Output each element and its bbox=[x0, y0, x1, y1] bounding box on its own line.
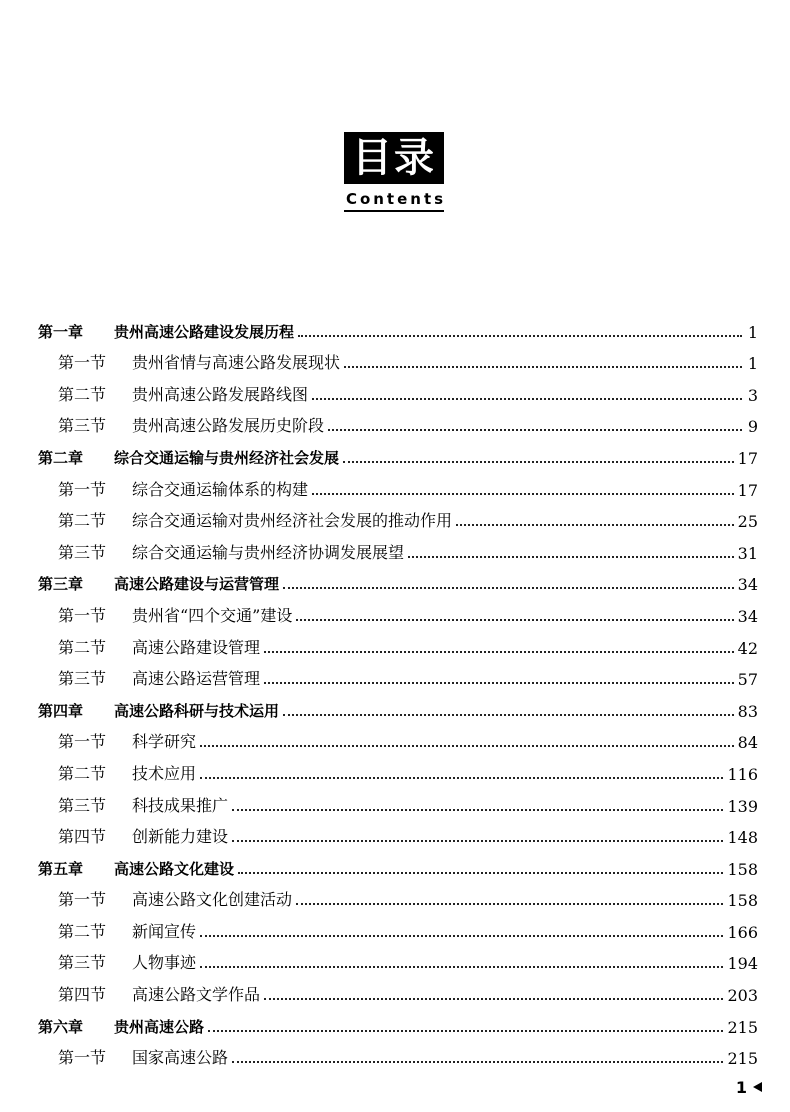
toc-section-entry[interactable] bbox=[38, 942, 758, 974]
title-underline bbox=[344, 210, 444, 212]
dot-leader bbox=[408, 556, 734, 558]
entry-page-number: 166 bbox=[727, 922, 758, 942]
page-footer bbox=[736, 1078, 762, 1097]
entry-title: 高速公路科研与技术运用 bbox=[114, 701, 280, 720]
dot-leader bbox=[343, 461, 734, 463]
entry-number: 第二节 bbox=[58, 763, 107, 783]
entry-title: 综合交通运输体系的构建 bbox=[132, 479, 309, 499]
toc-section-entry[interactable] bbox=[38, 973, 758, 1005]
toc-chapter-entry[interactable] bbox=[38, 310, 758, 342]
dot-leader bbox=[296, 619, 733, 621]
toc-section-entry[interactable] bbox=[38, 879, 758, 911]
left-triangle-icon bbox=[753, 1082, 762, 1092]
entry-page-number: 3 bbox=[747, 385, 758, 405]
entry-page-number: 42 bbox=[737, 638, 758, 658]
entry-number: 第一节 bbox=[58, 1048, 107, 1068]
table-of-contents bbox=[38, 310, 758, 1068]
entry-page-number: 194 bbox=[727, 954, 758, 974]
entry-number: 第三节 bbox=[58, 669, 107, 689]
dot-leader bbox=[328, 429, 742, 431]
dot-leader bbox=[200, 745, 734, 747]
entry-page-number: 215 bbox=[727, 1049, 758, 1069]
dot-leader bbox=[298, 335, 742, 337]
entry-page-number: 9 bbox=[747, 417, 758, 437]
entry-number: 第二节 bbox=[58, 384, 107, 404]
entry-number: 第六章 bbox=[38, 1017, 84, 1036]
page-number: 1 bbox=[735, 1078, 747, 1097]
entry-number: 第三节 bbox=[58, 542, 107, 562]
entry-number: 第三节 bbox=[58, 953, 107, 973]
entry-page-number: 31 bbox=[737, 543, 758, 563]
toc-heading bbox=[344, 132, 448, 212]
entry-title: 新闻宣传 bbox=[132, 921, 197, 941]
entry-title: 高速公路建设管理 bbox=[132, 637, 261, 657]
entry-number: 第四节 bbox=[58, 985, 107, 1005]
dot-leader bbox=[200, 777, 723, 779]
dot-leader bbox=[232, 809, 723, 811]
toc-section-entry[interactable] bbox=[38, 531, 758, 563]
entry-page-number: 34 bbox=[737, 575, 758, 595]
dot-leader bbox=[456, 524, 734, 526]
entry-title: 高速公路建设与运营管理 bbox=[114, 575, 280, 594]
entry-title: 技术应用 bbox=[132, 763, 197, 783]
entry-title: 贵州高速公路发展历史阶段 bbox=[132, 416, 325, 436]
dot-leader bbox=[296, 903, 723, 905]
dot-leader bbox=[312, 493, 734, 495]
entry-number: 第四章 bbox=[38, 701, 84, 720]
toc-section-entry[interactable] bbox=[38, 594, 758, 626]
entry-title: 创新能力建设 bbox=[132, 827, 229, 847]
toc-section-entry[interactable] bbox=[38, 373, 758, 405]
entry-number: 第二节 bbox=[58, 511, 107, 531]
entry-page-number: 158 bbox=[727, 859, 758, 879]
entry-page-number: 34 bbox=[737, 606, 758, 626]
entry-page-number: 203 bbox=[727, 986, 758, 1006]
toc-chapter-entry[interactable] bbox=[38, 436, 758, 468]
toc-section-entry[interactable] bbox=[38, 1037, 758, 1069]
entry-page-number: 215 bbox=[727, 1017, 758, 1037]
entry-page-number: 17 bbox=[737, 448, 758, 468]
entry-number: 第五章 bbox=[38, 859, 84, 878]
toc-section-entry[interactable] bbox=[38, 500, 758, 532]
entry-title: 贵州高速公路 bbox=[114, 1017, 205, 1036]
entry-page-number: 139 bbox=[727, 796, 758, 816]
entry-page-number: 148 bbox=[727, 828, 758, 848]
entry-title: 贵州高速公路发展路线图 bbox=[132, 384, 309, 404]
toc-section-entry[interactable] bbox=[38, 910, 758, 942]
entry-title: 贵州省“四个交通”建设 bbox=[132, 605, 293, 625]
toc-section-entry[interactable] bbox=[38, 405, 758, 437]
entry-title: 国家高速公路 bbox=[132, 1048, 229, 1068]
entry-number: 第四节 bbox=[58, 827, 107, 847]
toc-section-entry[interactable] bbox=[38, 721, 758, 753]
entry-title: 贵州高速公路建设发展历程 bbox=[114, 322, 295, 341]
entry-title: 综合交通运输与贵州经济协调发展展望 bbox=[132, 542, 405, 562]
dot-leader bbox=[232, 1061, 723, 1063]
entry-title: 综合交通运输与贵州经济社会发展 bbox=[114, 448, 340, 467]
entry-page-number: 84 bbox=[737, 733, 758, 753]
entry-page-number: 83 bbox=[737, 701, 758, 721]
dot-leader bbox=[264, 998, 723, 1000]
entry-title: 综合交通运输对贵州经济社会发展的推动作用 bbox=[132, 511, 453, 531]
dot-leader bbox=[264, 651, 734, 653]
dot-leader bbox=[200, 966, 723, 968]
entry-page-number: 1 bbox=[747, 354, 758, 374]
toc-section-entry[interactable] bbox=[38, 816, 758, 848]
entry-title: 高速公路文化建设 bbox=[114, 859, 235, 878]
dot-leader bbox=[232, 840, 723, 842]
dot-leader bbox=[200, 935, 723, 937]
entry-number: 第一节 bbox=[58, 732, 107, 752]
dot-leader bbox=[208, 1030, 723, 1032]
toc-chapter-entry[interactable] bbox=[38, 847, 758, 879]
entry-number: 第一节 bbox=[58, 890, 107, 910]
entry-number: 第三节 bbox=[58, 416, 107, 436]
toc-section-entry[interactable] bbox=[38, 658, 758, 690]
entry-page-number: 17 bbox=[737, 480, 758, 500]
entry-number: 第一节 bbox=[58, 353, 107, 373]
dot-leader bbox=[344, 366, 742, 368]
entry-number: 第三节 bbox=[58, 795, 107, 815]
entry-title: 高速公路运营管理 bbox=[132, 669, 261, 689]
dot-leader bbox=[238, 872, 723, 874]
entry-title: 高速公路文学作品 bbox=[132, 985, 261, 1005]
toc-chapter-entry[interactable] bbox=[38, 1005, 758, 1037]
entry-number: 第二节 bbox=[58, 921, 107, 941]
toc-section-entry[interactable] bbox=[38, 784, 758, 816]
toc-section-entry[interactable] bbox=[38, 752, 758, 784]
entry-page-number: 1 bbox=[747, 322, 758, 342]
dot-leader bbox=[283, 714, 734, 716]
toc-chapter-entry[interactable] bbox=[38, 689, 758, 721]
entry-number: 第一节 bbox=[58, 479, 107, 499]
entry-number: 第一章 bbox=[38, 322, 84, 341]
toc-section-entry[interactable] bbox=[38, 342, 758, 374]
entry-page-number: 25 bbox=[737, 512, 758, 532]
entry-page-number: 57 bbox=[737, 670, 758, 690]
entry-title: 高速公路文化创建活动 bbox=[132, 890, 293, 910]
toc-chapter-entry[interactable] bbox=[38, 563, 758, 595]
entry-title: 科技成果推广 bbox=[132, 795, 229, 815]
page-subtitle: Contents bbox=[345, 190, 447, 208]
dot-leader bbox=[264, 682, 734, 684]
entry-number: 第一节 bbox=[58, 605, 107, 625]
entry-title: 贵州省情与高速公路发展现状 bbox=[132, 353, 341, 373]
entry-number: 第二节 bbox=[58, 637, 107, 657]
entry-page-number: 116 bbox=[727, 764, 758, 784]
entry-title: 人物事迹 bbox=[132, 953, 197, 973]
page-title: 目录 bbox=[344, 132, 444, 184]
entry-page-number: 158 bbox=[727, 891, 758, 911]
dot-leader bbox=[283, 587, 734, 589]
toc-section-entry[interactable] bbox=[38, 626, 758, 658]
toc-section-entry[interactable] bbox=[38, 468, 758, 500]
entry-number: 第二章 bbox=[38, 448, 84, 467]
entry-number: 第三章 bbox=[38, 575, 84, 594]
entry-title: 科学研究 bbox=[132, 732, 197, 752]
dot-leader bbox=[312, 398, 742, 400]
